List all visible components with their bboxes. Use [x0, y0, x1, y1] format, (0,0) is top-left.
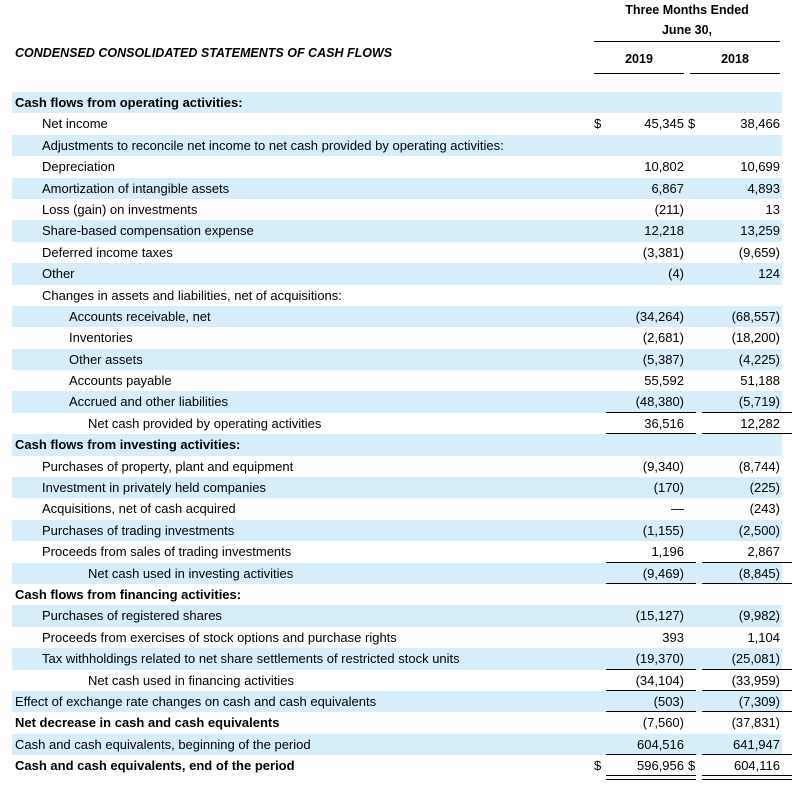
table-row — [12, 563, 782, 584]
table-row — [12, 113, 782, 134]
row-label: Adjustments to reconcile net income to net cash provided by operating activities: — [42, 137, 504, 153]
value-2019: (4) — [668, 266, 684, 282]
statement-title: CONDENSED CONSOLIDATED STATEMENTS OF CASH FLOWS — [15, 46, 393, 60]
value-2018: (5,719) — [738, 394, 780, 410]
row-label: Net income — [42, 116, 108, 132]
value-2018: 13,259 — [740, 223, 780, 239]
table-row — [12, 285, 782, 306]
table-row — [12, 306, 782, 327]
value-2018: (18,200) — [731, 330, 780, 346]
value-2019: (2,681) — [642, 330, 684, 346]
value-2019: (170) — [653, 480, 684, 496]
table-row — [12, 520, 782, 541]
value-2019: 393 — [662, 629, 684, 645]
value-2018: 12,282 — [740, 415, 780, 431]
row-label: Purchases of registered shares — [42, 608, 222, 624]
row-label: Accounts payable — [69, 373, 172, 389]
row-label: Other assets — [69, 351, 143, 367]
table-row — [12, 92, 782, 113]
row-label: Purchases of trading investments — [42, 522, 235, 538]
value-2018: (25,081) — [731, 651, 780, 667]
value-2019: (211) — [654, 201, 684, 217]
value-2019: 45,345 — [644, 116, 684, 132]
value-2018: 124 — [758, 266, 780, 282]
row-label: Net cash provided by operating activities — [88, 415, 322, 431]
column-group-rule — [594, 41, 780, 42]
column-group-header — [594, 0, 780, 40]
row-label: Net decrease in cash and cash equivalents — [15, 715, 280, 731]
value-2018: (68,557) — [731, 308, 780, 324]
table-row — [12, 242, 782, 263]
currency-symbol-2019: $ — [594, 116, 602, 132]
table-row — [12, 135, 782, 156]
value-2019: (3,381) — [642, 244, 684, 260]
table-row — [12, 456, 782, 477]
row-label: Cash and cash equivalents, beginning of the period — [15, 736, 311, 752]
value-2018: (9,659) — [738, 244, 780, 260]
table-row — [12, 541, 782, 562]
value-2019: (7,560) — [642, 715, 684, 731]
currency-symbol-2018: $ — [688, 758, 696, 774]
row-label: Proceeds from exercises of stock options and purchase rights — [42, 629, 397, 645]
currency-symbol-2018: $ — [688, 116, 696, 132]
row-label: Deferred income taxes — [42, 244, 173, 260]
column-header-rule-2018 — [690, 73, 780, 74]
table-row — [12, 605, 782, 626]
total-double-rule — [702, 775, 792, 780]
column-group-label-line2: June 30, — [661, 23, 713, 37]
value-2019: 6,867 — [651, 180, 684, 196]
value-2018: (37,831) — [731, 715, 780, 731]
value-2019: 604,516 — [637, 736, 684, 752]
row-label: Inventories — [69, 330, 133, 346]
table-row — [12, 370, 782, 391]
table-row — [12, 199, 782, 220]
table-row — [12, 712, 782, 733]
value-2019: 36,516 — [644, 415, 684, 431]
value-2018: (8,845) — [738, 565, 780, 581]
row-label: Amortization of intangible assets — [42, 180, 230, 196]
row-label: Depreciation — [42, 159, 115, 175]
value-2018: 13 — [765, 201, 780, 217]
row-label: Cash and cash equivalents, end of the period — [15, 758, 295, 774]
column-header-rule-2019 — [594, 73, 684, 74]
table-row — [12, 648, 782, 669]
value-2018: (33,959) — [731, 672, 780, 688]
value-2018: 604,116 — [733, 758, 780, 774]
table-row — [12, 734, 782, 755]
currency-symbol-2019: $ — [594, 758, 602, 774]
table-row — [12, 349, 782, 370]
table-row — [12, 327, 782, 348]
column-group-label-line1: Three Months Ended — [625, 3, 749, 17]
value-2018: 641,947 — [733, 736, 780, 752]
value-2018: 1,104 — [747, 629, 780, 645]
row-label: Investment in privately held companies — [42, 480, 267, 496]
table-row — [12, 220, 782, 241]
total-double-rule — [606, 775, 696, 780]
value-2019: 596,956 — [637, 758, 684, 774]
value-2019: (34,264) — [635, 308, 684, 324]
value-2019: (15,127) — [635, 608, 684, 624]
value-2019: (1,155) — [642, 522, 684, 538]
value-2019: — — [671, 501, 684, 517]
value-2019: (34,104) — [635, 672, 684, 688]
row-label: Effect of exchange rate changes on cash and cash equivalents — [15, 693, 377, 709]
row-label: Net cash used in investing activities — [88, 565, 294, 581]
table-row — [12, 178, 782, 199]
row-label: Cash flows from operating activities: — [15, 95, 243, 110]
value-2018: (8,744) — [738, 458, 780, 474]
table-row — [12, 156, 782, 177]
row-label: Share-based compensation expense — [42, 223, 254, 239]
row-label: Cash flows from financing activities: — [15, 586, 242, 602]
value-2019: (5,387) — [642, 351, 684, 367]
value-2019: 55,592 — [644, 373, 684, 389]
table-row — [12, 413, 782, 434]
table-row — [12, 670, 782, 691]
row-label: Cash flows from investing activities: — [15, 437, 241, 453]
table-row — [12, 755, 782, 776]
table-row — [12, 584, 782, 605]
table-row — [12, 263, 782, 284]
value-2019: (9,340) — [642, 458, 684, 474]
row-label: Acquisitions, net of cash acquired — [42, 501, 236, 517]
row-label: Accrued and other liabilities — [69, 394, 228, 410]
value-2019: 10,802 — [644, 159, 684, 175]
column-header-2018: 2018 — [721, 52, 749, 66]
value-2018: (7,309) — [738, 693, 780, 709]
row-label: Proceeds from sales of trading investments — [42, 544, 292, 560]
value-2019: (19,370) — [635, 651, 684, 667]
row-label: Accounts receivable, net — [69, 308, 211, 324]
value-2018: (4,225) — [738, 351, 780, 367]
table-row — [12, 498, 782, 519]
table-row — [12, 477, 782, 498]
row-label: Net cash used in financing activities — [88, 672, 294, 688]
value-2018: 4,893 — [747, 180, 780, 196]
row-label: Purchases of property, plant and equipment — [42, 458, 294, 474]
cash-flow-table — [12, 92, 782, 777]
value-2019: 12,218 — [644, 223, 684, 239]
table-row — [12, 391, 782, 412]
row-label: Tax withholdings related to net share settlements of restricted stock units — [42, 651, 460, 667]
row-label: Other — [42, 266, 75, 282]
row-label: Changes in assets and liabilities, net of acquisitions: — [42, 287, 342, 303]
row-label: Loss (gain) on investments — [42, 201, 198, 217]
value-2019: (9,469) — [642, 565, 684, 581]
value-2018: 10,699 — [740, 159, 780, 175]
value-2018: 51,188 — [740, 373, 780, 389]
value-2018: 2,867 — [747, 544, 780, 560]
value-2018: (2,500) — [738, 522, 780, 538]
table-row — [12, 434, 782, 455]
value-2018: (243) — [749, 501, 780, 517]
value-2018: (9,982) — [738, 608, 780, 624]
value-2019: (503) — [653, 693, 684, 709]
table-row — [12, 691, 782, 712]
value-2018: (225) — [749, 480, 780, 496]
value-2019: 1,196 — [651, 544, 684, 560]
value-2018: 38,466 — [740, 116, 780, 132]
column-header-2019: 2019 — [625, 52, 653, 66]
value-2019: (48,380) — [635, 394, 684, 410]
table-row — [12, 627, 782, 648]
